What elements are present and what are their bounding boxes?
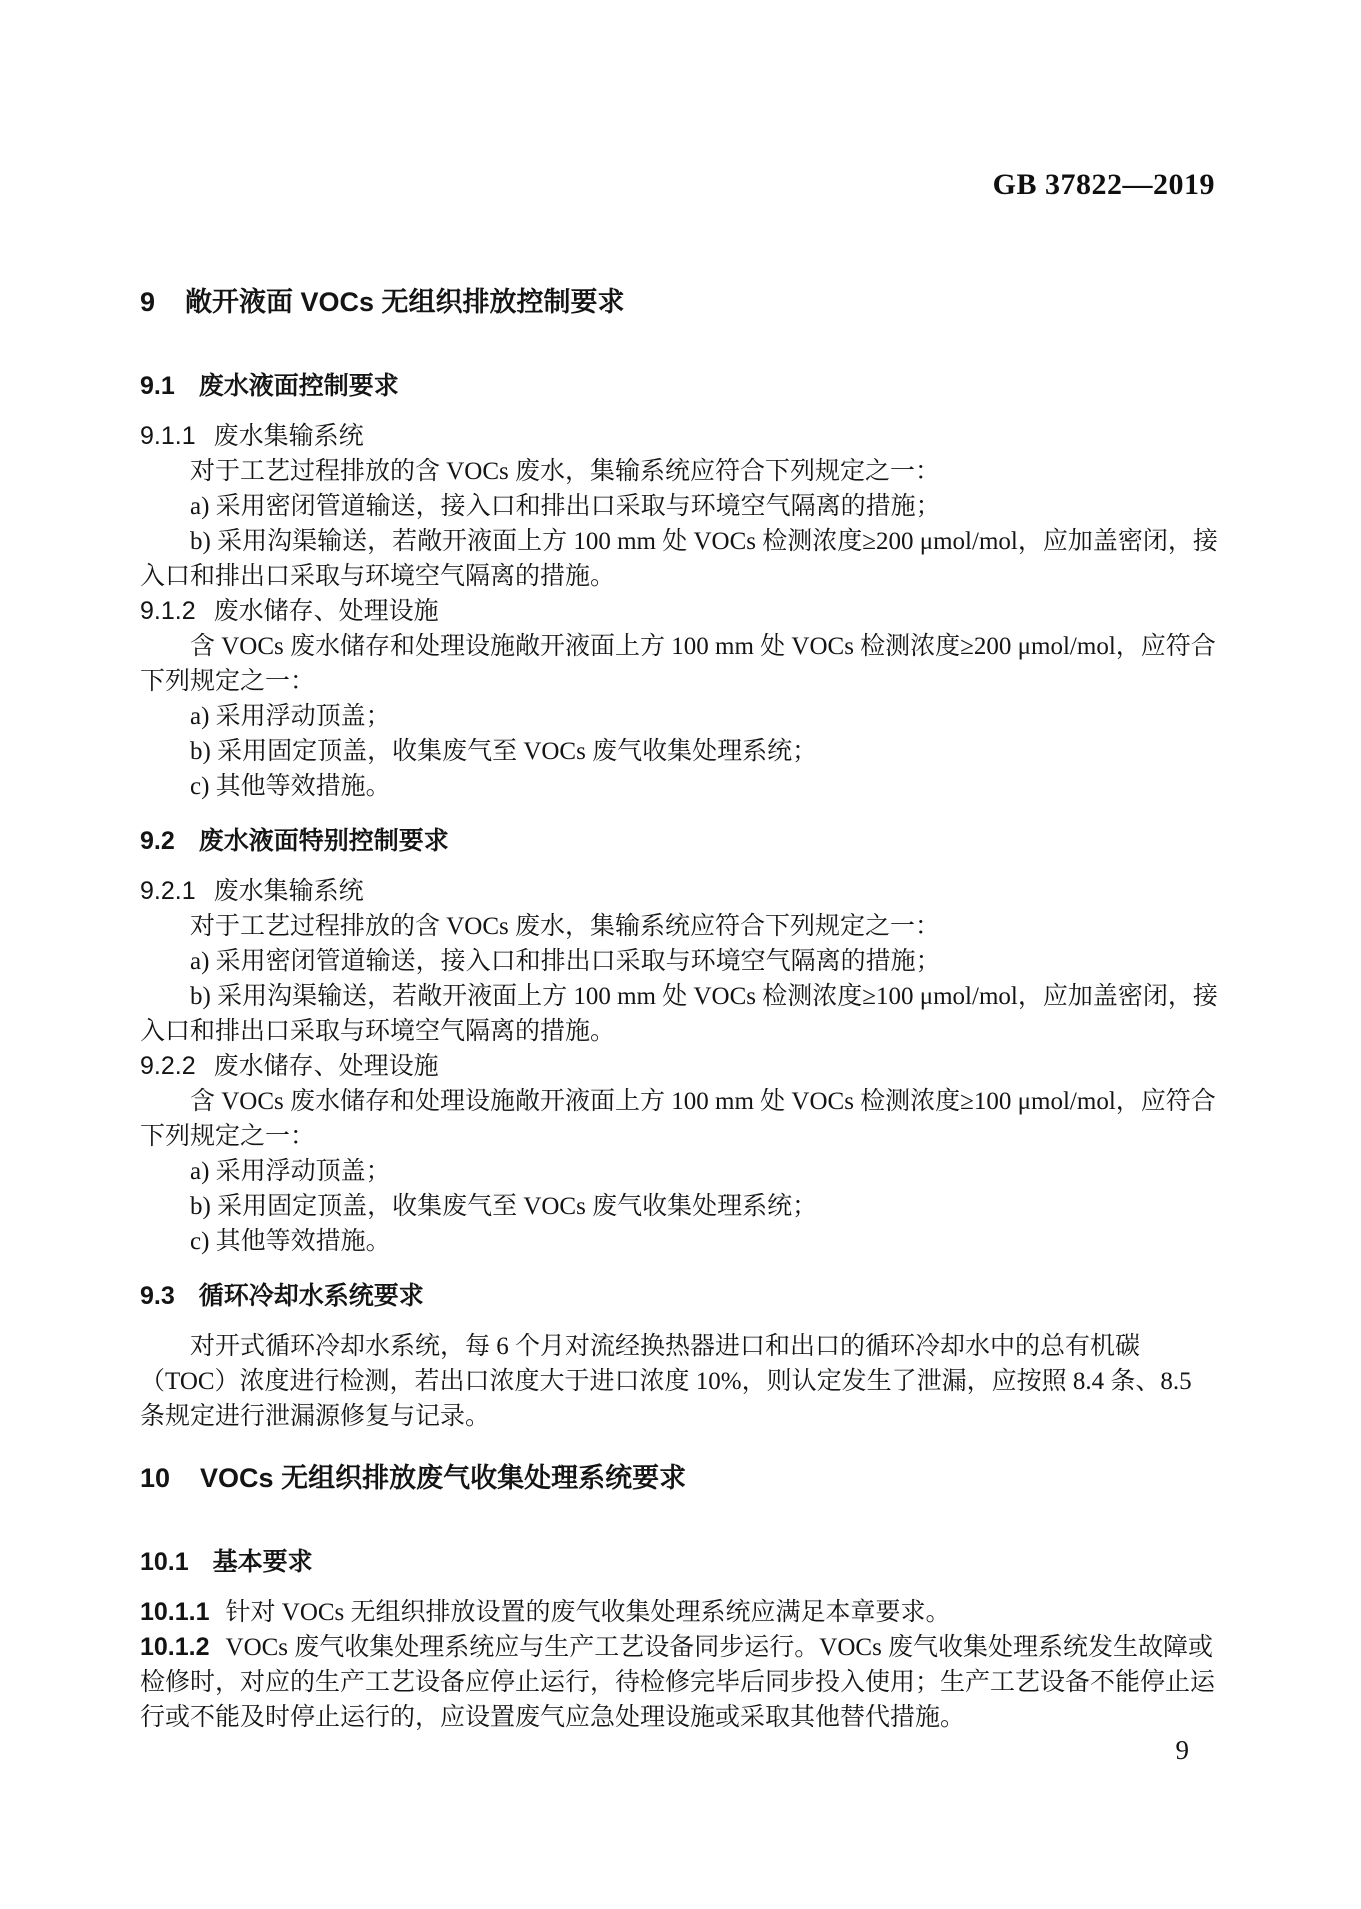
list-item-9-2-1-a: a) 采用密闭管道输送，接入口和排出口采取与环境空气隔离的措施； [190, 948, 941, 975]
section-9-3-number: 9.3 [140, 1282, 175, 1310]
chapter-9-heading [140, 282, 1218, 322]
section-10-1-title: 基本要求 [212, 1548, 313, 1576]
page-number: 9 [1175, 1735, 1189, 1765]
section-9-3-title: 循环冷却水系统要求 [198, 1282, 424, 1310]
list-item-9-1-1-b: b) 采用沟渠输送，若敞开液面上方 100 mm 处 VOCs 检测浓度≥200 μmol/mol，应加盖密闭，接入口和排出口采取与环境空气隔离的措施。 [140, 528, 1218, 590]
section-9-2-number: 9.2 [140, 827, 175, 855]
list-item-9-1-1-a: a) 采用密闭管道输送，接入口和排出口采取与环境空气隔离的措施； [190, 493, 941, 520]
subsection-9-1-1-title: 废水集输系统 [213, 423, 364, 450]
subsection-9-1-1-heading [140, 419, 1218, 454]
clause-10-1-2 [140, 1630, 1218, 1735]
subsection-9-2-1-heading [140, 874, 1218, 909]
section-9-1-title: 废水液面控制要求 [198, 372, 399, 400]
section-10-1-heading [140, 1543, 1218, 1581]
list-item-9-2-1-b: b) 采用沟渠输送，若敞开液面上方 100 mm 处 VOCs 检测浓度≥100 μmol/mol，应加盖密闭，接入口和排出口采取与环境空气隔离的措施。 [140, 983, 1218, 1045]
paragraph-9-2-2-intro: 含 VOCs 废水储存和处理设施敞开液面上方 100 mm 处 VOCs 检测浓度≥100 μmol/mol，应符合下列规定之一： [140, 1088, 1216, 1150]
list-item-9-2-2-c: c) 其他等效措施。 [190, 1228, 391, 1255]
list-item-9-1-2-a: a) 采用浮动顶盖； [190, 703, 391, 730]
subsection-9-2-2-heading [140, 1049, 1218, 1084]
standard-code: GB 37822—2019 [992, 168, 1215, 201]
clause-10-1-2-text: VOCs 废气收集处理系统应与生产工艺设备同步运行。VOCs 废气收集处理系统发生故障或检修时，对应的生产工艺设备应停止运行，待检修完毕后同步投入使用；生产工艺设备不能停止运行或不能及时停止运行的，应设置废气应急处理设施或采取其他替代措施。 [140, 1634, 1216, 1731]
section-9-1-number: 9.1 [140, 372, 175, 400]
list-item-9-2-2-a: a) 采用浮动顶盖； [190, 1158, 391, 1185]
subsection-9-1-2-title: 废水储存、处理设施 [213, 598, 439, 625]
subsection-9-2-2-number: 9.2.2 [140, 1052, 196, 1080]
document-body [140, 282, 1218, 1735]
list-item-9-1-2-b: b) 采用固定顶盖，收集废气至 VOCs 废气收集处理系统； [190, 738, 818, 765]
section-9-1-heading [140, 367, 1218, 405]
subsection-9-2-1-number: 9.2.1 [140, 877, 196, 905]
subsection-9-1-2-number: 9.1.2 [140, 597, 196, 625]
section-10-1-number: 10.1 [140, 1548, 189, 1576]
list-item-9-2-2-b: b) 采用固定顶盖，收集废气至 VOCs 废气收集处理系统； [190, 1193, 818, 1220]
subsection-9-1-1-number: 9.1.1 [140, 422, 196, 450]
page-header [993, 168, 1215, 202]
chapter-10-heading [140, 1458, 1218, 1498]
section-9-2-title: 废水液面特别控制要求 [198, 827, 449, 855]
chapter-9-title: 敞开液面 VOCs 无组织排放控制要求 [185, 287, 625, 317]
clause-10-1-2-number: 10.1.2 [140, 1633, 210, 1661]
subsection-9-1-2-heading [140, 594, 1218, 629]
section-9-2-heading [140, 822, 1218, 860]
subsection-9-2-1-title: 废水集输系统 [213, 878, 364, 905]
list-item-9-1-2-c: c) 其他等效措施。 [190, 773, 391, 800]
paragraph-9-2-1-intro: 对于工艺过程排放的含 VOCs 废水，集输系统应符合下列规定之一： [190, 913, 941, 940]
paragraph-9-1-1-intro: 对于工艺过程排放的含 VOCs 废水，集输系统应符合下列规定之一： [190, 458, 941, 485]
chapter-9-number: 9 [140, 287, 156, 317]
clause-10-1-1 [140, 1595, 1218, 1630]
clause-10-1-1-number: 10.1.1 [140, 1598, 210, 1626]
section-9-3-heading [140, 1277, 1218, 1315]
clause-10-1-1-text: 针对 VOCs 无组织排放设置的废气收集处理系统应满足本章要求。 [225, 1599, 951, 1626]
paragraph-9-3-body: 对开式循环冷却水系统，每 6 个月对流经换热器进口和出口的循环冷却水中的总有机碳（TOC）浓度进行检测，若出口浓度大于进口浓度 10%，则认定发生了泄漏，应按照 8.4 条、8.5 条规定进行泄漏源修复与记录。 [140, 1333, 1192, 1430]
subsection-9-2-2-title: 废水储存、处理设施 [213, 1053, 439, 1080]
chapter-10-number: 10 [140, 1463, 171, 1493]
chapter-10-title: VOCs 无组织排放废气收集处理系统要求 [200, 1463, 687, 1493]
paragraph-9-1-2-intro: 含 VOCs 废水储存和处理设施敞开液面上方 100 mm 处 VOCs 检测浓度≥200 μmol/mol，应符合下列规定之一： [140, 633, 1216, 695]
